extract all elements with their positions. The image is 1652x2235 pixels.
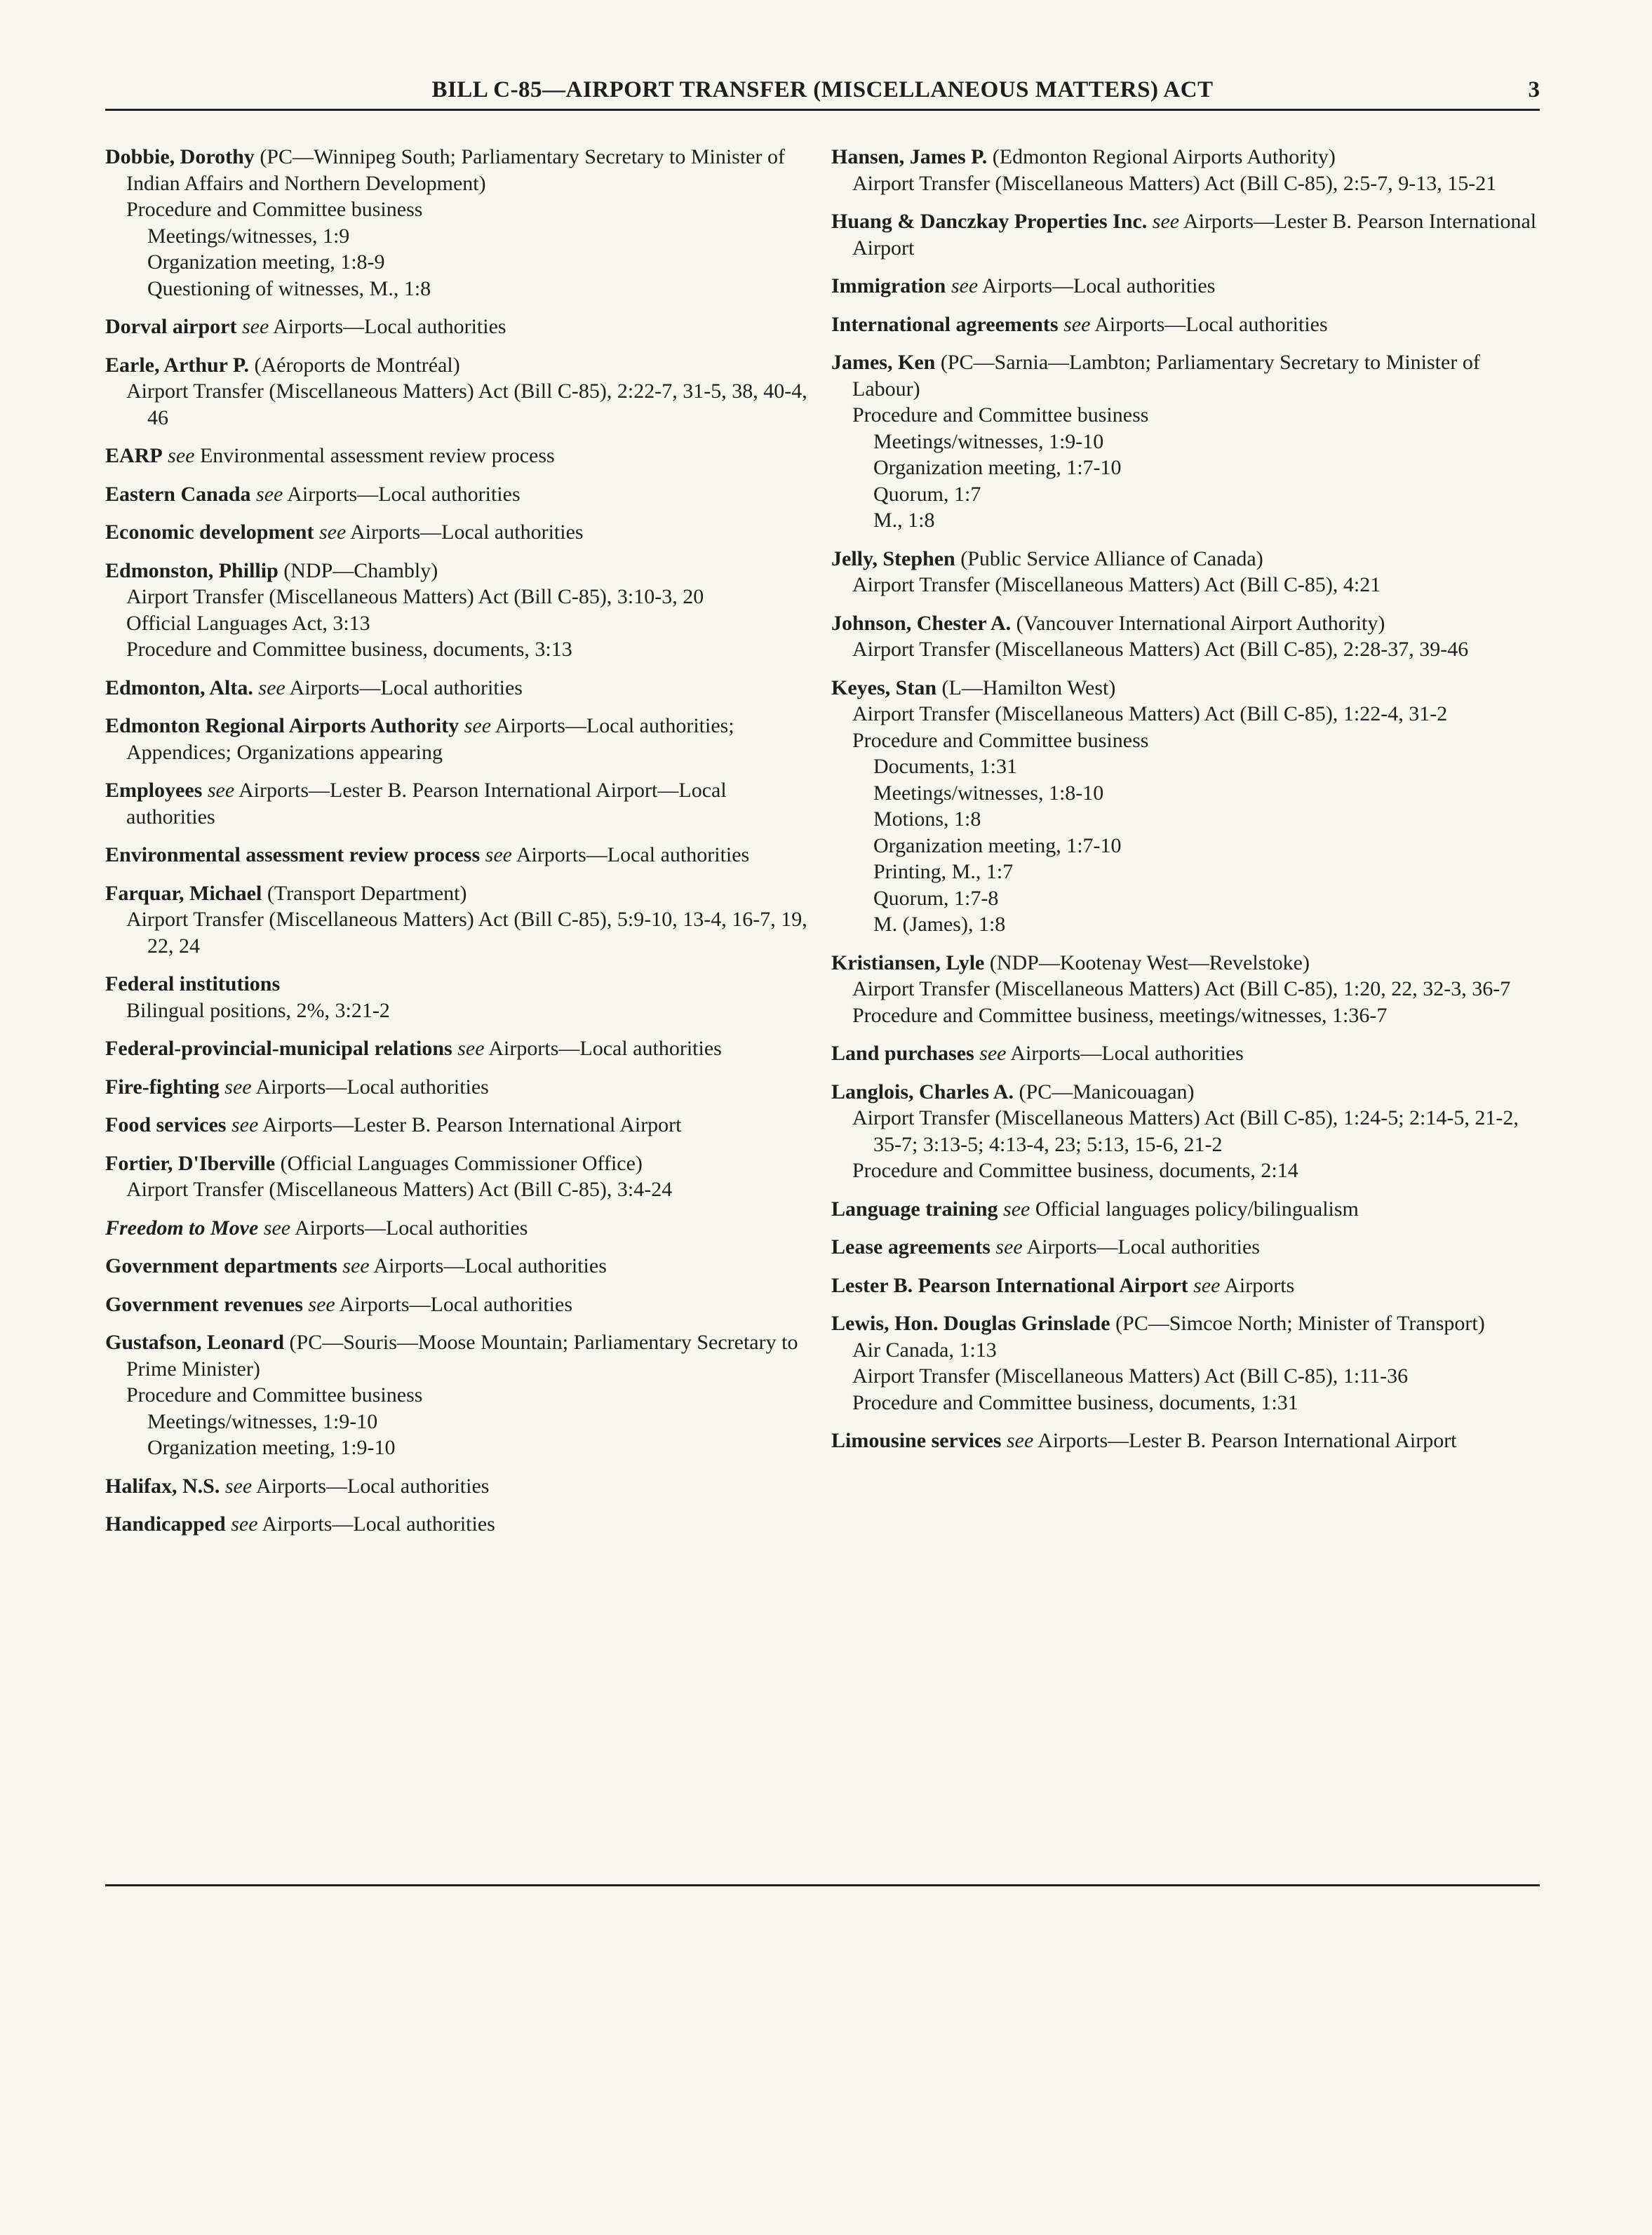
sub-entry: Airport Transfer (Miscellaneous Matters) Act (Bill C-85), 4:21 [852,573,1381,596]
entry-name: International agreements [831,312,1059,336]
entry-name: Dobbie, Dorothy [105,145,255,168]
sub-entry: Bilingual positions, 2%, 3:21-2 [126,998,390,1022]
sub-entry: Official Languages Act, 3:13 [126,611,370,635]
sub-entry: Airport Transfer (Miscellaneous Matters) Act (Bill C-85), 1:11-36 [852,1364,1409,1388]
see-reference: see [1152,210,1180,233]
index-entry [831,311,1540,338]
entry-name: Earle, Arthur P. [105,353,250,377]
see-reference: see [995,1235,1023,1259]
entry-name: Farquar, Michael [105,881,262,905]
entry-name: Limousine services [831,1429,1002,1452]
index-heading [105,1329,814,1382]
sub-entry: Air Canada, 1:13 [852,1338,997,1362]
entry-detail: Airports—Local authorities [339,1292,572,1316]
index-heading [105,777,814,830]
index-heading [105,1112,814,1139]
index-entry [105,443,814,469]
entry-detail: Airports—Local authorities [273,315,506,338]
index-heading [105,1035,814,1062]
entry-detail: Airports—Lester B. Pearson International Airport [852,210,1537,260]
index-entry [831,349,1540,546]
see-reference: see [231,1512,258,1536]
see-reference: see [224,1075,252,1099]
see-reference: see [308,1292,335,1316]
index-heading [831,1196,1540,1223]
index-heading [105,1291,814,1318]
see-reference: see [207,779,235,802]
entry-detail: Airports—Lester B. Pearson International Airport—Local authorities [126,779,727,828]
entry-detail: Airports—Local authorities; Appendices; Organizations appearing [126,714,734,764]
index-entry [105,1329,814,1473]
entry-detail: Airports—Local authorities [982,274,1216,297]
entry-name: Kristiansen, Lyle [831,951,985,974]
entry-detail: (NDP—Kootenay West—Revelstoke) [989,951,1310,974]
index-heading [831,1310,1540,1337]
entry-detail: Airports—Local authorities [255,1075,489,1099]
sub-entry: Organization meeting, 1:9-10 [147,1436,396,1459]
index-heading [831,349,1540,402]
see-reference: see [1003,1197,1030,1221]
entry-detail: Official languages policy/bilingualism [1035,1197,1359,1221]
index-heading [831,1234,1540,1261]
entry-name: EARP [105,444,163,467]
see-reference: see [318,521,347,544]
entry-detail: Airports—Local authorities [294,1216,528,1240]
entry-name: Eastern Canada [105,482,251,506]
header-rule [105,109,1540,111]
index-entry [831,273,1540,300]
entry-detail: Airports [1224,1273,1295,1297]
index-entry [105,842,814,868]
index-entry [831,610,1540,675]
index-entry [831,546,1540,610]
see-reference: see [256,482,283,506]
index-heading [831,546,1540,572]
sub-entry: Organization meeting, 1:7-10 [873,833,1122,857]
sub-entry: Motions, 1:8 [873,807,981,831]
entry-detail: Airports—Local authorities [289,676,523,699]
entry-detail: Airports—Local authorities [1094,312,1328,336]
entry-detail: Airports—Local authorities [350,521,584,544]
entry-name: Government revenues [105,1292,303,1316]
entry-detail: (PC—Winnipeg South; Parliamentary Secretary to Minister of Indian Affairs and Northern Development) [126,145,785,195]
sub-entry: Documents, 1:31 [873,755,1017,778]
left-column [105,144,814,1550]
index-entry [105,713,814,765]
index-entry [105,1150,814,1215]
sub-entry: Procedure and Committee business [126,1383,423,1407]
entry-detail: Airports—Local authorities [516,843,750,866]
index-heading [105,971,814,998]
index-entry [831,1196,1540,1223]
sub-entry: Airport Transfer (Miscellaneous Matters) Act (Bill C-85), 3:10-3, 20 [126,585,704,608]
see-reference: see [224,1474,253,1498]
index-entry [831,1273,1540,1299]
entry-detail: (PC—Simcoe North; Minister of Transport) [1115,1312,1485,1335]
entry-name: Lease agreements [831,1235,990,1259]
entry-name: Economic development [105,521,314,544]
see-reference: see [979,1042,1007,1065]
index-entry [831,1079,1540,1196]
index-entry [105,481,814,508]
index-heading [105,1511,814,1538]
see-reference: see [1006,1429,1034,1452]
index-entry [831,1310,1540,1428]
entry-name: Handicapped [105,1512,226,1536]
see-reference: see [1063,312,1091,336]
index-entry [831,208,1540,261]
entry-name: Land purchases [831,1042,974,1065]
entry-name: James, Ken [831,351,936,374]
see-reference: see [258,676,286,699]
entry-name: Langlois, Charles A. [831,1080,1014,1103]
sub-entry: Procedure and Committee business [852,728,1149,752]
sub-entry: Procedure and Committee business [852,403,1149,427]
see-reference: see [457,1037,485,1060]
index-heading [105,481,814,508]
entry-detail: Airports—Lester B. Pearson International Airport [1037,1429,1457,1452]
index-entry [105,1291,814,1318]
index-heading [105,842,814,868]
index-heading [105,1473,814,1500]
index-heading [831,610,1540,637]
entry-name: Food services [105,1113,227,1136]
index-heading [831,1428,1540,1454]
index-entry [831,675,1540,950]
sub-entry: Airport Transfer (Miscellaneous Matters) Act (Bill C-85), 5:9-10, 13-4, 16-7, 19, 22, 24 [126,908,807,958]
sub-entry: Procedure and Committee business, meetings/witnesses, 1:36-7 [852,1003,1388,1027]
index-heading [105,1150,814,1177]
entry-name: Johnson, Chester A. [831,611,1012,635]
entry-name: Government departments [105,1254,337,1277]
see-reference: see [464,714,492,737]
index-heading [105,713,814,765]
entry-detail: (PC—Souris—Moose Mountain; Parliamentary Secretary to Prime Minister) [126,1331,798,1381]
index-entry [831,1040,1540,1067]
sub-entry: Airport Transfer (Miscellaneous Matters) Act (Bill C-85), 1:22-4, 31-2 [852,702,1448,725]
page-number: 3 [1528,77,1540,102]
sub-entry: Printing, M., 1:7 [873,860,1014,883]
entry-name: Gustafson, Leonard [105,1331,285,1354]
entry-name: Keyes, Stan [831,676,936,699]
entry-name: Lewis, Hon. Douglas Grinslade [831,1312,1110,1335]
entry-name: Fortier, D'Iberville [105,1151,276,1175]
entry-detail: Airports—Local authorities [1010,1042,1244,1065]
sub-entry: Organization meeting, 1:8-9 [147,250,385,274]
sub-entry: Procedure and Committee business, documents, 1:31 [852,1390,1298,1414]
see-reference: see [168,444,195,467]
sub-entry: Quorum, 1:7-8 [873,886,999,910]
index-heading [831,1079,1540,1106]
index-entry [105,1473,814,1500]
index-heading [831,950,1540,976]
sub-entry: Airport Transfer (Miscellaneous Matters) Act (Bill C-85), 3:4-24 [126,1178,673,1201]
see-reference: see [485,843,512,866]
sub-entry: Procedure and Committee business [126,198,423,221]
entry-detail: (PC—Sarnia—Lambton; Parliamentary Secretary to Minister of Labour) [852,351,1480,401]
index-heading [105,1253,814,1280]
index-entry [105,971,814,1035]
see-reference: see [951,274,979,297]
see-reference: see [241,315,269,338]
sub-entry: Procedure and Committee business, documents, 3:13 [126,638,572,661]
entry-detail: Airports—Local authorities [488,1037,722,1060]
index-entry [105,558,814,675]
sub-entry: Procedure and Committee business, documents, 2:14 [852,1159,1298,1182]
index-entry [831,950,1540,1041]
index-entry [105,1112,814,1139]
index-entry [105,675,814,702]
sub-entry: Meetings/witnesses, 1:9-10 [147,1409,378,1433]
index-entry [105,314,814,340]
index-heading [105,443,814,469]
index-entry [105,1511,814,1538]
entry-detail: (L—Hamilton West) [941,676,1116,699]
index-heading [105,880,814,907]
index-heading [831,273,1540,300]
index-entry [105,880,814,972]
index-heading [831,208,1540,261]
entry-name: Lester B. Pearson International Airport [831,1273,1188,1297]
index-entry [105,1253,814,1280]
entry-name: Fire-fighting [105,1075,220,1099]
see-reference: see [342,1254,370,1277]
entry-name: Hansen, James P. [831,145,988,168]
entry-detail: Airports—Lester B. Pearson International Airport [262,1113,682,1136]
sub-entry: Airport Transfer (Miscellaneous Matters) Act (Bill C-85), 2:5-7, 9-13, 15-21 [852,171,1497,195]
entry-name: Edmonton Regional Airports Authority [105,714,459,737]
entry-detail: (Official Languages Commissioner Office) [280,1151,643,1175]
entry-name: Federal institutions [105,972,281,995]
sub-entry: M. (James), 1:8 [873,913,1006,936]
index-entry [105,777,814,830]
sub-entry: Airport Transfer (Miscellaneous Matters) Act (Bill C-85), 1:20, 22, 32-3, 36-7 [852,977,1511,1000]
entry-name: Jelly, Stephen [831,546,955,570]
index-heading [831,1273,1540,1299]
entry-name: Environmental assessment review process [105,843,481,866]
see-reference: see [263,1216,291,1240]
page-header [105,76,1540,108]
entry-name: Employees [105,779,203,802]
sub-entry: Organization meeting, 1:7-10 [873,456,1122,479]
running-head: BILL C-85—AIRPORT TRANSFER (MISCELLANEOUS MATTERS) ACT [431,77,1214,102]
index-heading [105,519,814,546]
index-heading [105,1074,814,1101]
index-entry [105,1215,814,1242]
index-entry [831,1234,1540,1261]
index-entry [105,352,814,443]
entry-name: Huang & Danczkay Properties Inc. [831,210,1148,233]
sub-entry: Questioning of witnesses, M., 1:8 [147,276,431,300]
index-entry [831,144,1540,208]
sub-entry: Meetings/witnesses, 1:9 [147,224,350,248]
entry-detail: Airports—Local authorities [287,482,521,506]
index-heading [831,1040,1540,1067]
entry-name: Dorval airport [105,315,237,338]
entry-name: Federal-provincial-municipal relations [105,1037,452,1060]
see-reference: see [231,1113,259,1136]
entry-name: Language training [831,1197,998,1221]
entry-name: Edmonston, Phillip [105,558,278,582]
index-heading [105,1215,814,1242]
entry-detail: Airports—Local authorities [262,1512,495,1536]
sub-entry: Meetings/witnesses, 1:8-10 [873,781,1104,805]
sub-entry: Quorum, 1:7 [873,482,981,506]
entry-name: Freedom to Move [105,1216,259,1240]
entry-detail: Airports—Local authorities [1026,1235,1260,1259]
sub-entry: Airport Transfer (Miscellaneous Matters) Act (Bill C-85), 2:28-37, 39-46 [852,638,1469,661]
entry-detail: (Vancouver International Airport Authority) [1016,611,1385,635]
entry-detail: (Public Service Alliance of Canada) [960,546,1263,570]
index-heading [105,314,814,340]
entry-name: Immigration [831,274,946,297]
entry-detail: (Transport Department) [267,881,467,905]
index-heading [105,352,814,379]
entry-detail: (NDP—Chambly) [283,558,438,582]
footer-rule [105,1884,1540,1886]
sub-entry: Airport Transfer (Miscellaneous Matters) Act (Bill C-85), 1:24-5; 2:14-5, 21-2, 35-7; 3:13-5; 4:13-4, 23; 5:13, 15-6, 21-2 [852,1106,1519,1156]
index-entry [105,519,814,546]
sub-entry: Meetings/witnesses, 1:9-10 [873,429,1104,453]
index-heading [831,311,1540,338]
index-entry [831,1428,1540,1454]
index-entry [105,144,814,314]
sub-entry: Airport Transfer (Miscellaneous Matters) Act (Bill C-85), 2:22-7, 31-5, 38, 40-4, 46 [126,380,807,429]
entry-detail: Airports—Local authorities [373,1254,607,1277]
index-entry [105,1035,814,1062]
entry-detail: Environmental assessment review process [199,444,555,467]
entry-detail: Airports—Local authorities [256,1474,490,1498]
see-reference: see [1193,1273,1221,1297]
index-entry [105,1074,814,1101]
entry-name: Edmonton, Alta. [105,676,253,699]
entry-detail: (PC—Manicouagan) [1019,1080,1195,1103]
sub-entry: M., 1:8 [873,509,935,532]
index-heading [105,558,814,584]
entry-detail: (Aéroports de Montréal) [254,353,460,377]
entry-name: Halifax, N.S. [105,1474,220,1498]
index-heading [831,144,1540,170]
index-heading [105,675,814,702]
entry-detail: (Edmonton Regional Airports Authority) [992,145,1336,168]
right-column [831,144,1540,1466]
index-heading [105,144,814,196]
index-heading [831,675,1540,702]
